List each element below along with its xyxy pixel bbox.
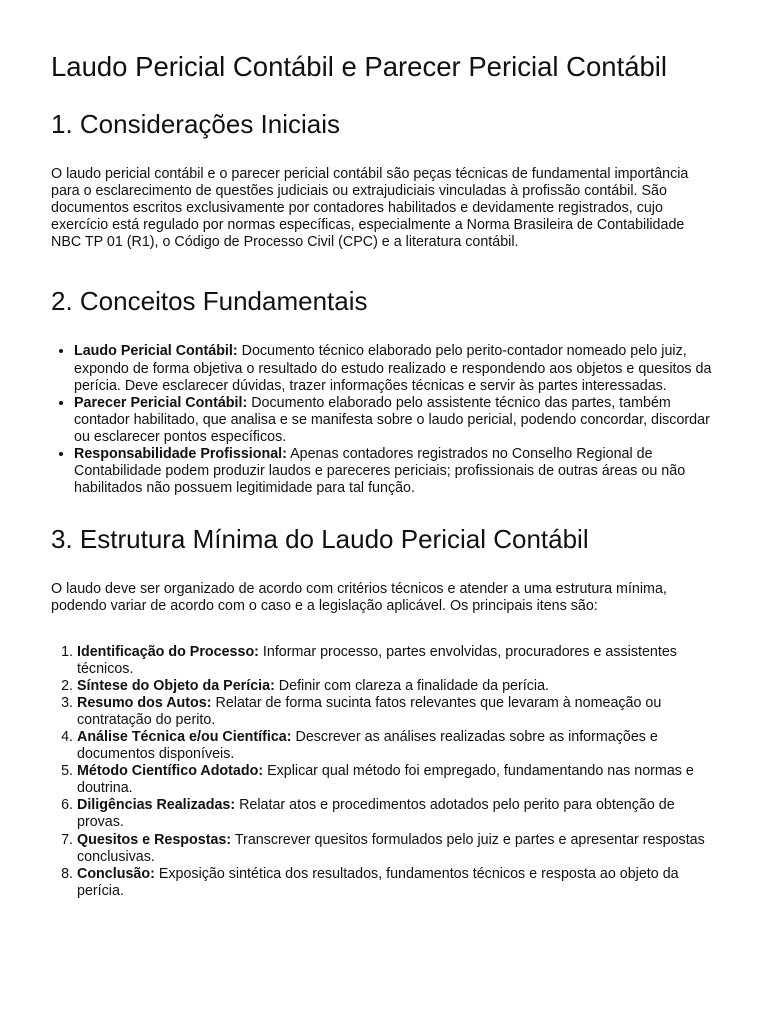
list-item-term: Resumo dos Autos: [77,694,212,711]
section-heading-conceitos: 2. Conceitos Fundamentais [51,286,368,317]
list-item [77,695,718,729]
list-item-text: Descrever as análises realizadas sobre as informações e documentos disponíveis. [77,728,658,763]
list-item-term: Diligências Realizadas: [77,797,236,814]
list-item-term: Síntese do Objeto da Perícia: [77,677,275,694]
list-item [74,343,718,394]
list-item-term: Responsabilidade Profissional: [74,446,287,463]
structure-list [51,644,718,900]
list-item [74,446,718,497]
list-item-text: Informar processo, partes envolvidas, procuradores e assistentes técnicos. [77,643,677,677]
list-item [77,644,718,678]
document-title: Laudo Pericial Contábil e Parecer Pericial Contábil [51,51,668,82]
list-item [77,866,718,900]
list-item-term: Laudo Pericial Contábil: [74,343,238,360]
list-item [77,729,718,763]
list-item [77,832,718,866]
section-heading-estrutura: 3. Estrutura Mínima do Laudo Pericial Contábil [51,524,589,555]
list-item [77,763,718,797]
list-item [77,797,718,831]
list-item-text: Documento elaborado pelo assistente técnico das partes, também contador habilitado, que analisa e se manifesta sobre o laudo pericial, podendo concordar, discordar ou esclarecer pontos específicos. [74,394,710,445]
list-item-text: Relatar de forma sucinta fatos relevantes que levaram à nomeação ou contratação do perito. [77,694,662,728]
list-item-term: Conclusão: [77,865,155,882]
concepts-list [51,343,718,497]
list-item [77,678,718,695]
list-item-text: Exposição sintética dos resultados, fundamentos técnicos e resposta ao objeto da perícia. [77,865,679,899]
section-intro-estrutura: O laudo deve ser organizado de acordo com critérios técnicos e atender a uma estrutura mínima, podendo variar de acordo com o caso e a legislação aplicável. Os principais itens são: [51,581,667,615]
list-item-term: Análise Técnica e/ou Científica: [77,728,292,745]
list-item-text: Apenas contadores registrados no Conselho Regional de Contabilidade podem produzir laudos e pareceres periciais; profissionais de outras áreas ou não habilitados não possuem legitimidade para tal função. [74,446,686,497]
list-item-term: Identificação do Processo: [77,643,259,660]
section-paragraph-consideracoes: O laudo pericial contábil e o parecer pericial contábil são peças técnicas de fundamental importância para o esclarecimento de questões judiciais ou extrajudiciais vinculadas à profissão contábil. São documentos escritos exclusivamente por contadores habilitados e devidamente registrados, cujo exercício está regulado por normas específicas, especialmente a Norma Brasileira de Contabilidade NBC TP 01 (R1), o Código de Processo Civil (CPC) e a literatura contábil. [51,166,689,251]
list-item-term: Método Científico Adotado: [77,763,264,780]
list-item-text: Definir com clareza a finalidade da perícia. [274,677,549,694]
list-item-text: Relatar atos e procedimentos adotados pelo perito para obtenção de provas. [77,797,675,831]
list-item-text: Documento técnico elaborado pelo perito-contador nomeado pelo juiz, expondo de forma objetiva o resultado do estudo realizado e respondendo aos objetos e quesitos da perícia. Deve esclarecer dúvidas, trazer informações técnicas e servir às partes interessadas. [74,343,712,394]
section-heading-consideracoes: 1. Considerações Iniciais [51,109,341,139]
list-item-text: Transcrever quesitos formulados pelo juiz e partes e apresentar respostas conclusivas. [77,831,705,865]
list-item-text: Explicar qual método foi empregado, fundamentando nas normas e doutrina. [77,763,694,797]
list-item-term: Parecer Pericial Contábil: [74,394,248,411]
list-item [74,395,718,446]
list-item-term: Quesitos e Respostas: [77,831,232,848]
